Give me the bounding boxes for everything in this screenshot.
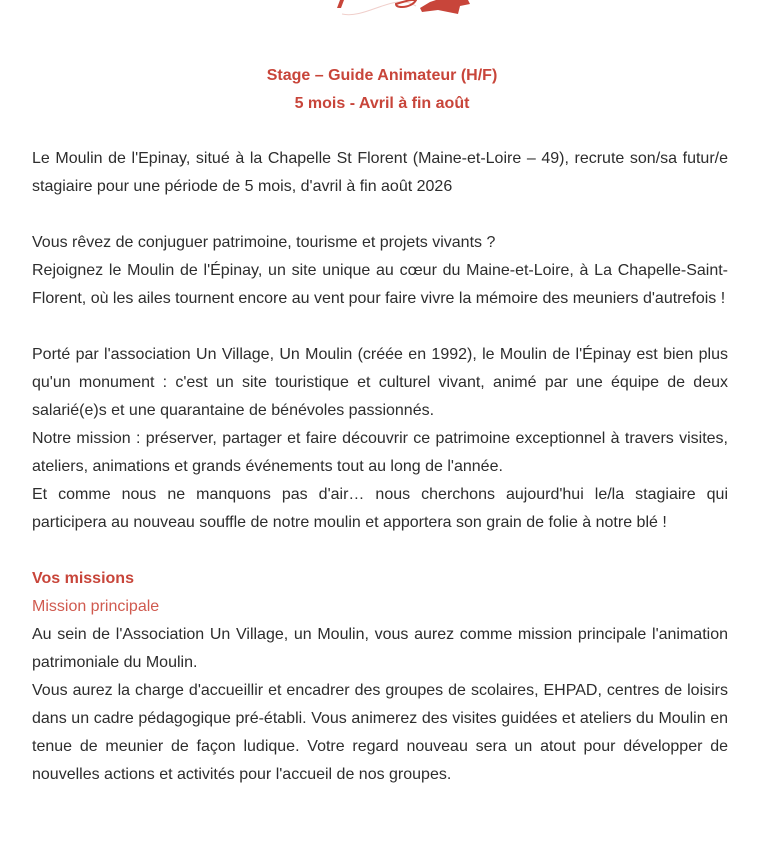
job-title-block [0, 62, 764, 118]
pitch-paragraph: Rejoignez le Moulin de l'Épinay, un site unique au cœur du Maine-et-Loire, à La Chapelle-Saint-Florent, où les ailes tournent encore au vent pour faire vivre la mémoire des meuniers d'autrefois ! [32, 262, 728, 307]
main-mission-paragraph: Au sein de l'Association Un Village, un Moulin, vous aurez comme mission principale l'animation patrimoniale du Moulin. [32, 626, 728, 671]
pitch-question: Vous rêvez de conjuguer patrimoine, tourisme et projets vivants ? [32, 234, 496, 251]
job-description [32, 145, 728, 789]
spacer [32, 313, 728, 341]
job-duration: 5 mois - Avril à fin août [294, 95, 470, 112]
job-title: Stage – Guide Animateur (H/F) [266, 67, 498, 84]
spacer [32, 201, 728, 229]
missions-heading: Vos missions [32, 570, 134, 587]
responsibilities-paragraph: Vous aurez la charge d'accueillir et encadrer des groupes de scolaires, EHPAD, centres de loisirs dans un cadre pédagogique pré-établi. Vous animerez des visites guidées et ateliers du Moulin en tenue de meunier de façon ludique. Votre regard nouveau sera un atout pour développer de nouvelles actions et activités pour l'accueil de nos groupes. [32, 682, 728, 783]
spacer [32, 537, 728, 565]
association-paragraph: Porté par l'association Un Village, Un Moulin (créée en 1992), le Moulin de l'Épinay est bien plus qu'un monument : c'est un site touristique et culturel vivant, animé par une équipe de deux salarié(e)s et une quarantaine de bénévoles passionnés. [32, 346, 728, 419]
mill-logo-icon [320, 0, 480, 18]
mission-statement-paragraph: Notre mission : préserver, partager et faire découvrir ce patrimoine exceptionnel à travers visites, ateliers, animations et grands événements tout au long de l'année. [32, 430, 728, 475]
intro-paragraph: Le Moulin de l'Epinay, situé à la Chapelle St Florent (Maine-et-Loire – 49), recrute son/sa futur/e stagiaire pour une période de 5 mois, d'avril à fin août 2026 [32, 150, 728, 195]
recruitment-paragraph: Et comme nous ne manquons pas d'air… nous cherchons aujourd'hui le/la stagiaire qui participera au nouveau souffle de notre moulin et apportera son grain de folie à notre blé ! [32, 486, 728, 531]
main-mission-subheading: Mission principale [32, 598, 160, 615]
